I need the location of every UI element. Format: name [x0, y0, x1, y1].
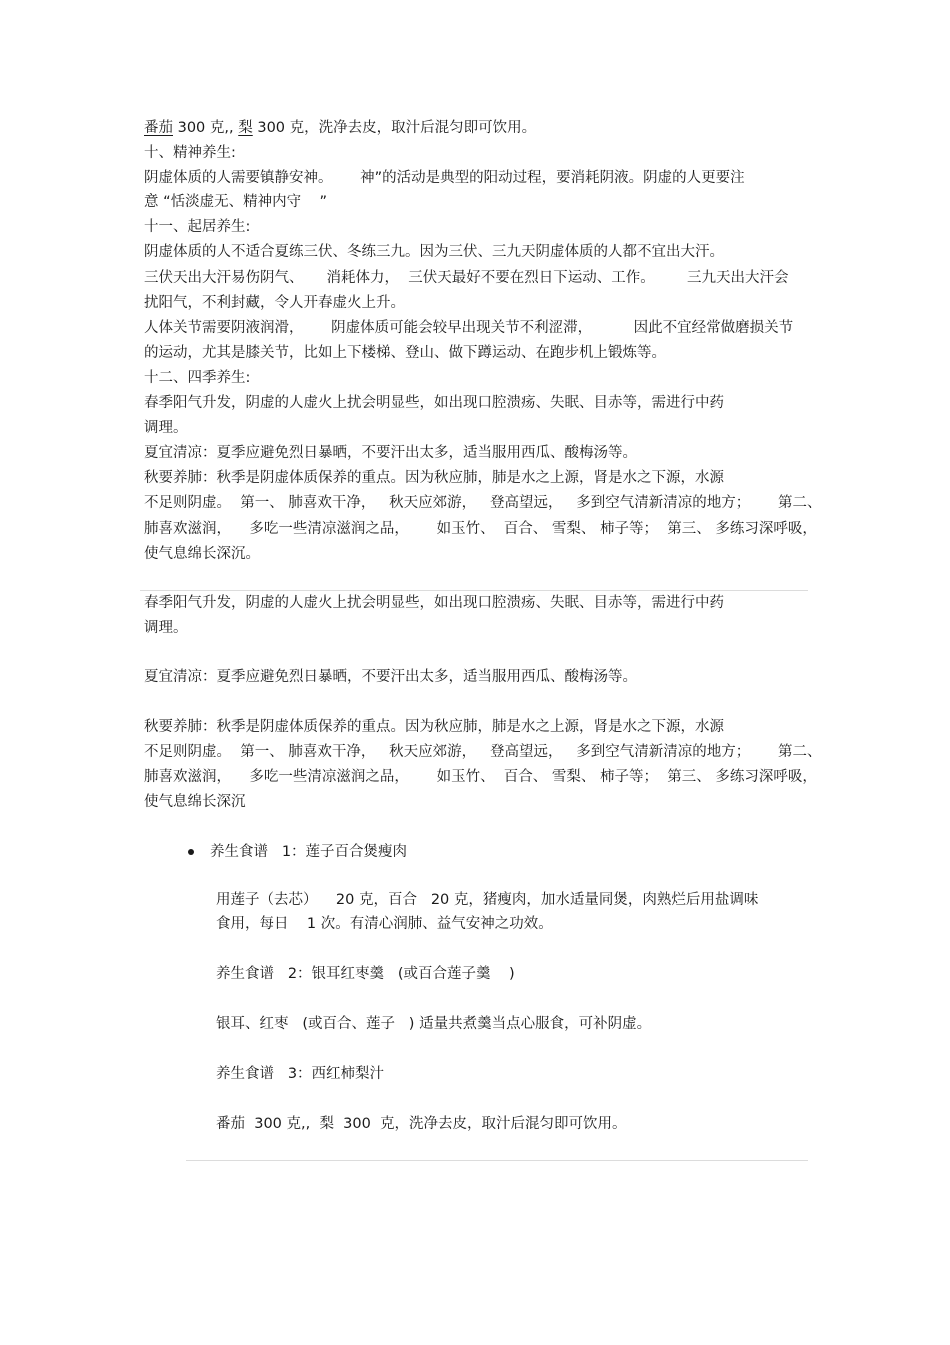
recipe-1-body-line-1: 用莲子（去芯） 20 克，百合 20 克，猪瘦肉，加水适量同煲，肉熟烂后用盐调味: [216, 892, 759, 908]
paragraph-line: 扰阳气，不利封藏，令人开春虚火上升。: [144, 295, 405, 311]
paragraph-line: 夏宜清凉：夏季应避免烈日暴晒，不要汗出太多，适当服用西瓜、酸梅汤等。: [144, 445, 637, 461]
spring-line-2: 调理。: [144, 620, 188, 636]
recipe-3-title: 养生食谱 3：西红柿梨汁: [216, 1066, 385, 1082]
recipe-2-body: 银耳、红枣 (或百合、莲子 ) 适量共煮羹当点心服食，可补阴虚。: [216, 1016, 652, 1032]
recipe-2-title: 养生食谱 2：银耳红枣羹 (或百合莲子羹 ): [216, 966, 515, 982]
paragraph-line: 阴虚体质的人不适合夏练三伏、冬练三九。因为三伏、三九天阴虚体质的人都不宜出大汗。: [144, 244, 724, 260]
divider: [140, 590, 808, 591]
paragraph-line: 肺喜欢滋润， 多吃一些清凉滋润之品， 如玉竹、 百合、 雪梨、 柿子等； 第三、 多练习深呼吸，: [144, 521, 817, 537]
summer-line: 夏宜清凉：夏季应避免烈日暴晒，不要汗出太多，适当服用西瓜、酸梅汤等。: [144, 669, 637, 685]
recipe-3-body: 番茄 300 克,, 梨 300 克，洗净去皮，取汁后混匀即可饮用。: [216, 1116, 627, 1132]
paragraph-line: 春季阳气升发，阴虚的人虚火上扰会明显些，如出现口腔溃疡、失眠、目赤等，需进行中药: [144, 395, 724, 411]
paragraph-line: 调理。: [144, 420, 188, 436]
paragraph-line: 阴虚体质的人需要镇静安神。 神”的活动是典型的阳动过程，要消耗阴液。阴虚的人更要注: [144, 170, 745, 186]
divider: [186, 1160, 808, 1161]
heading-seasons: 十二、四季养生:: [144, 370, 251, 386]
paragraph-line: 使气息绵长深沉。: [144, 546, 260, 562]
pear-amount: 300 克，洗净去皮，取汁后混匀即可饮用。: [252, 120, 537, 136]
heading-spirit: 十、精神养生:: [144, 145, 236, 161]
bullet-icon: [188, 849, 194, 855]
tomato-word: 番茄: [144, 120, 173, 136]
autumn-line-3: 肺喜欢滋润， 多吃一些清凉滋润之品， 如玉竹、 百合、 雪梨、 柿子等； 第三、 多练习深呼吸，: [144, 769, 817, 785]
paragraph-line: 三伏天出大汗易伤阴气、 消耗体力， 三伏天最好不要在烈日下运动、工作。 三九天出大汗会: [144, 270, 789, 286]
tomato-amount: 300 克,,: [173, 120, 239, 136]
heading-daily-life: 十一、起居养生:: [144, 219, 251, 235]
autumn-line-1: 秋要养肺：秋季是阴虚体质保养的重点。因为秋应肺，肺是水之上源，肾是水之下源，水源: [144, 719, 724, 735]
spring-line-1: 春季阳气升发，阴虚的人虚火上扰会明显些，如出现口腔溃疡、失眠、目赤等，需进行中药: [144, 595, 724, 611]
pear-word: 梨: [238, 120, 253, 136]
top-line-1: [144, 118, 536, 138]
paragraph-line: 意 “恬淡虚无、精神内守 ”: [144, 194, 328, 210]
paragraph-line: 不足则阴虚。 第一、 肺喜欢干净， 秋天应郊游， 登高望远， 多到空气清新清凉的地方； 第二、: [144, 495, 822, 511]
paragraph-line: 秋要养肺：秋季是阴虚体质保养的重点。因为秋应肺，肺是水之上源，肾是水之下源，水源: [144, 470, 724, 486]
autumn-line-4: 使气息绵长深沉: [144, 794, 246, 810]
recipe-1-body-line-2: 食用，每日 1 次。有清心润肺、益气安神之功效。: [216, 916, 553, 932]
paragraph-line: 的运动，尤其是膝关节，比如上下楼梯、登山、做下蹲运动、在跑步机上锻炼等。: [144, 345, 666, 361]
paragraph-line: 人体关节需要阴液润滑， 阴虚体质可能会较早出现关节不利涩滞， 因此不宜经常做磨损关节: [144, 320, 794, 336]
autumn-line-2: 不足则阴虚。 第一、 肺喜欢干净， 秋天应郊游， 登高望远， 多到空气清新清凉的地方； 第二、: [144, 744, 822, 760]
recipe-1-title: 养生食谱 1：莲子百合煲瘦肉: [210, 844, 408, 860]
